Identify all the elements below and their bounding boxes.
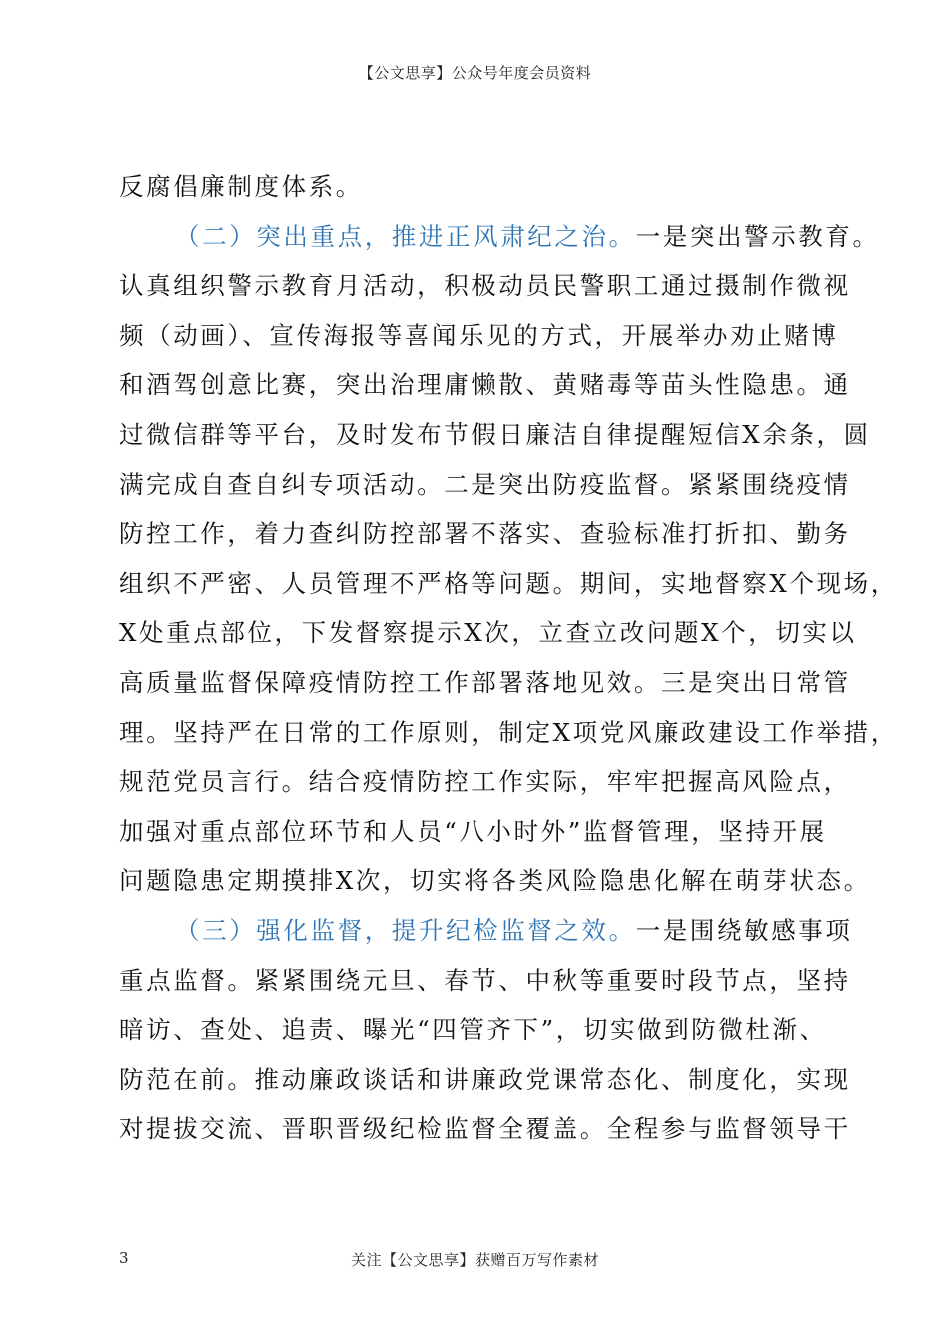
page-header: 【公文思享】公众号年度会员资料	[358, 64, 592, 82]
body-line-text: 一是突出警示教育。	[635, 221, 880, 251]
body-line: 暗访、查处、追责、曝光“四管齐下”，切实做到防微杜渐、	[119, 1015, 827, 1045]
section-heading-2: （二）突出重点，推进正风肃纪之治。	[175, 221, 636, 251]
body-line: 防范在前。推动廉政谈话和讲廉政党课常态化、制度化，实现	[119, 1064, 851, 1094]
body-line: 组织不严密、人员管理不严格等问题。期间，实地督察X个现场，	[119, 568, 898, 598]
body-line: 频（动画）、宣传海报等喜闻乐见的方式，开展举办劝止赌博	[119, 320, 839, 350]
body-line: 加强对重点部位环节和人员“八小时外”监督管理，坚持开展	[119, 816, 827, 846]
body-line: 防控工作，着力查纠防控部署不落实、查验标准打折扣、勤务	[119, 519, 851, 549]
section-heading-line	[119, 212, 880, 262]
body-line: 认真组织警示教育月活动，积极动员民警职工通过摄制作微视	[119, 271, 851, 301]
body-line: 重点监督。紧紧围绕元旦、春节、中秋等重要时段节点，坚持	[119, 965, 851, 995]
body-line: 规范党员言行。结合疫情防控工作实际，牢牢把握高风险点，	[119, 767, 851, 797]
body-line: 理。坚持严在日常的工作原则，制定X项党风廉政建设工作举措，	[119, 717, 898, 747]
page-footer: 关注【公文思享】获赠百万写作素材	[350, 1251, 599, 1269]
body-line: 反腐倡廉制度体系。	[119, 172, 363, 201]
body-line: 问题隐患定期摸排X次，切实将各类风险隐患化解在萌芽状态。	[119, 866, 871, 896]
section-heading-3: （三）强化监督，提升纪检监督之效。	[175, 915, 636, 945]
document-body	[119, 162, 898, 1154]
body-line-text: 一是围绕敏感事项	[635, 915, 853, 945]
body-line: 满完成自查自纠专项活动。二是突出防疫监督。紧紧围绕疫情	[119, 469, 851, 499]
page-number: 3	[119, 1249, 129, 1267]
section-heading-line	[119, 906, 853, 956]
body-line: 和酒驾创意比赛，突出治理庸懒散、黄赌毒等苗头性隐患。通	[119, 370, 851, 400]
body-line: 对提拔交流、晋职晋级纪检监督全覆盖。全程参与监督领导干	[119, 1114, 851, 1144]
body-line: 高质量监督保障疫情防控工作部署落地见效。三是突出日常管	[119, 667, 851, 697]
body-line: X处重点部位，下发督察提示X次，立查立改问题X个，切实以	[119, 618, 857, 648]
body-line: 过微信群等平台，及时发布节假日廉洁自律提醒短信X余条，圆	[119, 419, 871, 449]
